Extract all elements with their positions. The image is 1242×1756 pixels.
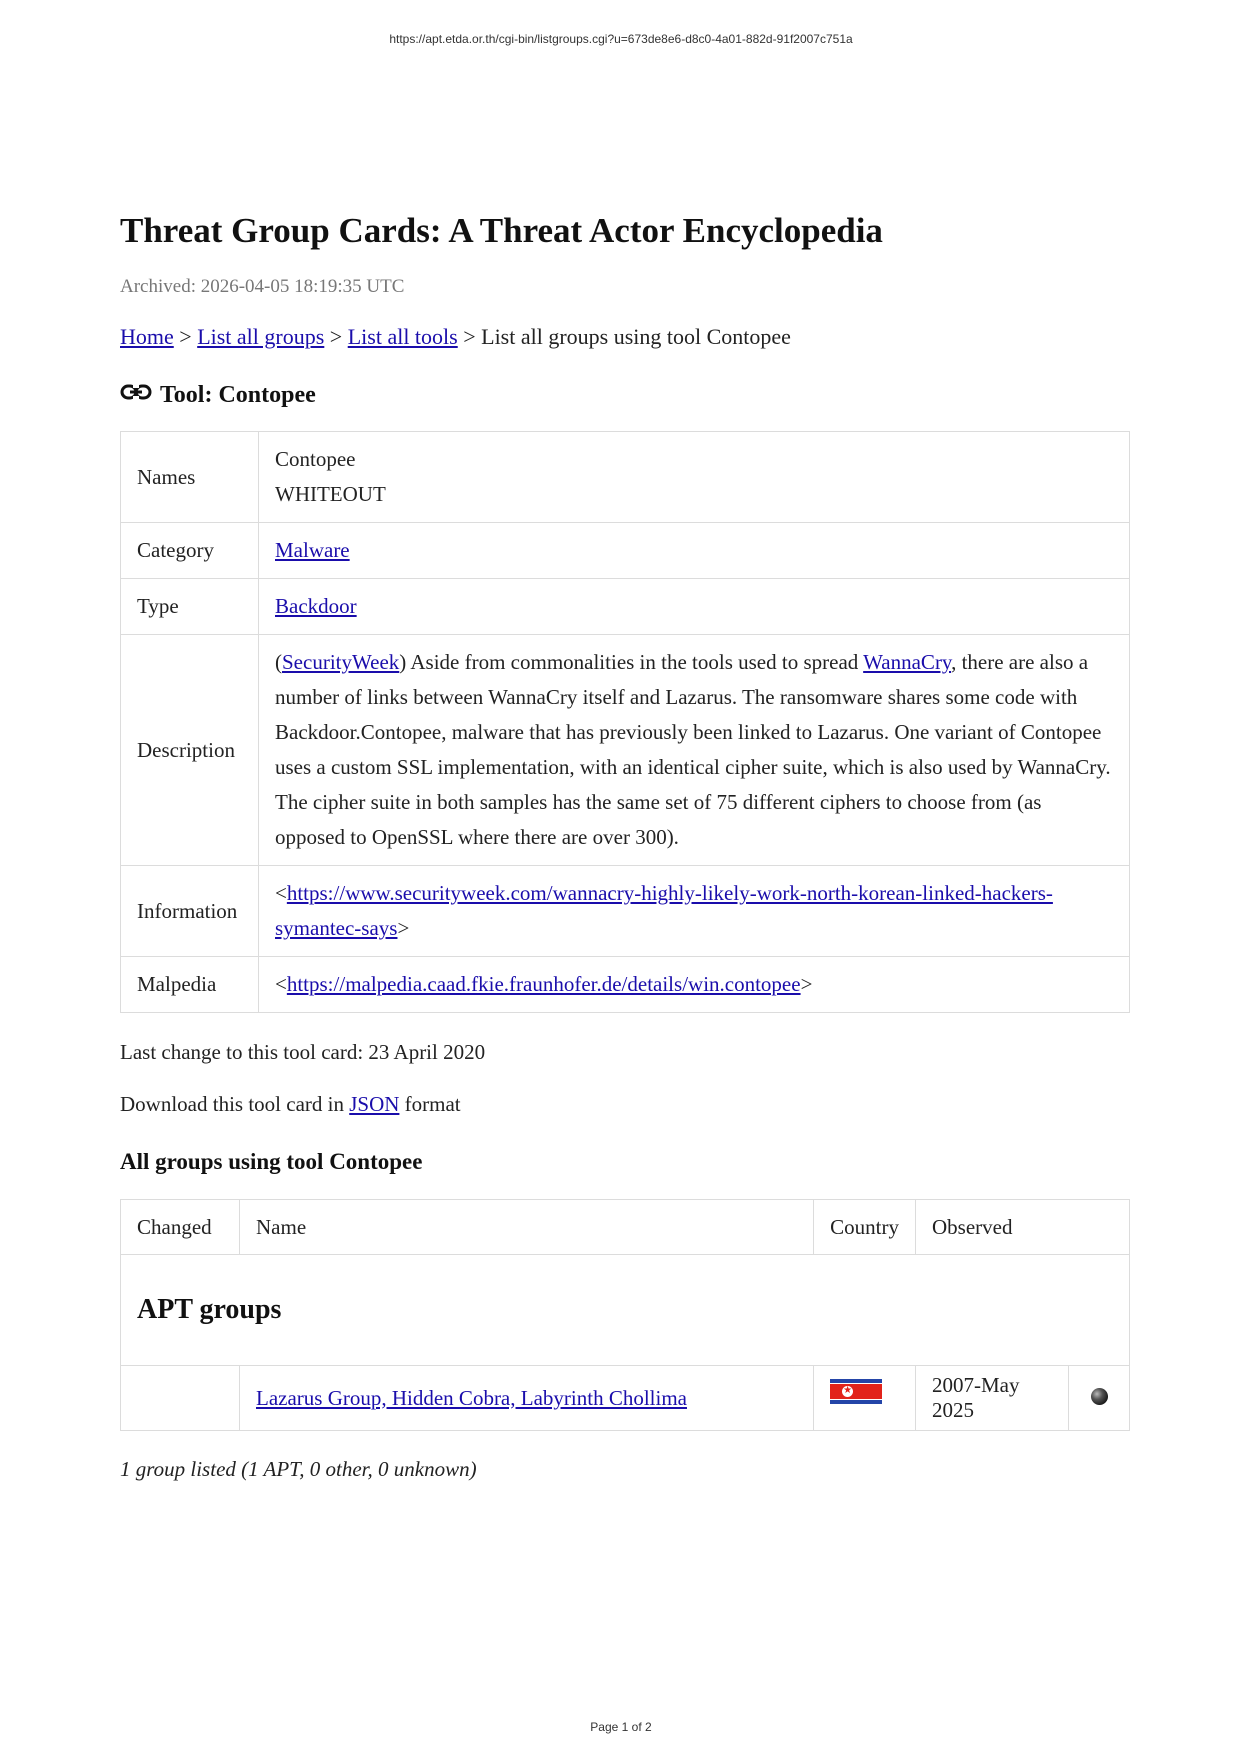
name-cell (240, 1366, 814, 1431)
lt-sign: < (275, 881, 287, 905)
breadcrumb-list-groups-link[interactable]: List all groups (197, 324, 325, 349)
breadcrumb-current: > List all groups using tool Contopee (457, 324, 791, 349)
print-header-url: https://apt.etda.or.th/cgi-bin/listgroups.cgi?u=673de8e6-d8c0-4a01-882d-91f2007c751a (389, 32, 853, 46)
malpedia-value (259, 957, 1130, 1013)
description-text: ) Aside from commonalities in the tools used to spread (399, 650, 864, 674)
name-item: WHITEOUT (275, 482, 386, 506)
malpedia-link[interactable]: https://malpedia.caad.fkie.fraunhofer.de/details/win.contopee (286, 972, 801, 996)
archived-timestamp: Archived: 2026-04-05 18:19:35 UTC (120, 276, 405, 297)
groups-summary: 1 group listed (1 APT, 0 other, 0 unknown) (120, 1457, 477, 1481)
north-korea-flag-icon: ★ (830, 1379, 882, 1404)
column-header-name: Name (240, 1200, 814, 1255)
dark-ball-icon (1091, 1388, 1108, 1405)
table-row (121, 432, 1130, 523)
description-paren: ( (275, 650, 282, 674)
names-value (259, 432, 1130, 523)
type-label: Type (121, 579, 259, 635)
gt-sign: > (800, 972, 813, 996)
table-row (121, 866, 1130, 957)
wannacry-link[interactable]: WannaCry (863, 650, 952, 674)
country-cell (814, 1366, 916, 1431)
main-content (120, 210, 1130, 1482)
description-label: Description (121, 635, 259, 866)
groups-table (120, 1199, 1130, 1431)
breadcrumb-list-tools-link[interactable]: List all tools (347, 324, 458, 349)
json-download-link[interactable]: JSON (349, 1092, 400, 1116)
observed-cell: 2007-May 2025 (916, 1366, 1069, 1431)
download-prefix: Download this tool card in (120, 1092, 350, 1116)
breadcrumb-separator: > (173, 324, 198, 349)
tool-heading-text: Tool: Contopee (160, 382, 316, 408)
category-link[interactable]: Malware (275, 538, 350, 562)
category-label: Category (121, 523, 259, 579)
changed-cell (121, 1366, 240, 1431)
column-header-changed: Changed (121, 1200, 240, 1255)
table-row (121, 523, 1130, 579)
print-footer-page: Page 1 of 2 (590, 1720, 652, 1734)
tool-info-table (120, 431, 1130, 1013)
securityweek-link[interactable]: SecurityWeek (282, 650, 400, 674)
breadcrumb-home-link[interactable]: Home (120, 324, 174, 349)
section-row (121, 1255, 1130, 1366)
download-suffix: format (399, 1092, 461, 1116)
section-heading-apt: APT groups (121, 1255, 1130, 1366)
information-link[interactable]: https://www.securityweek.com/wannacry-highly-likely-work-north-korean-linked-hackers-symantec-says (275, 881, 1053, 940)
breadcrumb (120, 324, 1130, 350)
groups-heading: All groups using tool Contopee (120, 1149, 423, 1174)
names-label: Names (121, 432, 259, 523)
lt-sign: < (275, 972, 287, 996)
category-value (259, 523, 1130, 579)
column-header-country: Country (814, 1200, 916, 1255)
name-item: Contopee (275, 447, 356, 471)
table-row (121, 957, 1130, 1013)
table-row (121, 1366, 1130, 1431)
table-row (121, 579, 1130, 635)
group-link[interactable]: Lazarus Group, Hidden Cobra, Labyrinth Chollima (256, 1385, 687, 1410)
information-value (259, 866, 1130, 957)
information-label: Information (121, 866, 259, 957)
tool-heading (120, 382, 1130, 409)
page-title: Threat Group Cards: A Threat Actor Encyclopedia (120, 211, 883, 250)
last-change: Last change to this tool card: 23 April 2020 (120, 1040, 486, 1064)
status-cell (1069, 1366, 1130, 1431)
link-icon (120, 383, 152, 409)
type-value (259, 579, 1130, 635)
table-row (121, 635, 1130, 866)
download-line (120, 1089, 1130, 1119)
gt-sign: > (397, 916, 410, 940)
type-link[interactable]: Backdoor (275, 594, 357, 618)
breadcrumb-separator: > (324, 324, 348, 349)
description-value (259, 635, 1130, 866)
groups-header-row (121, 1200, 1130, 1255)
malpedia-label: Malpedia (121, 957, 259, 1013)
description-text: , there are also a number of links between WannaCry itself and Lazarus. The ransomware shares some code with Backdoor.Contopee, malware that has previously been linked to Lazarus. One variant of Contopee uses a custom SSL implementation, with an identical cipher suite, which is also used by WannaCry. The cipher suite in both samples has the same set of 75 different ciphers to choose from (as opposed to OpenSSL where there are over 300). (275, 650, 1111, 849)
column-header-observed: Observed (916, 1200, 1130, 1255)
